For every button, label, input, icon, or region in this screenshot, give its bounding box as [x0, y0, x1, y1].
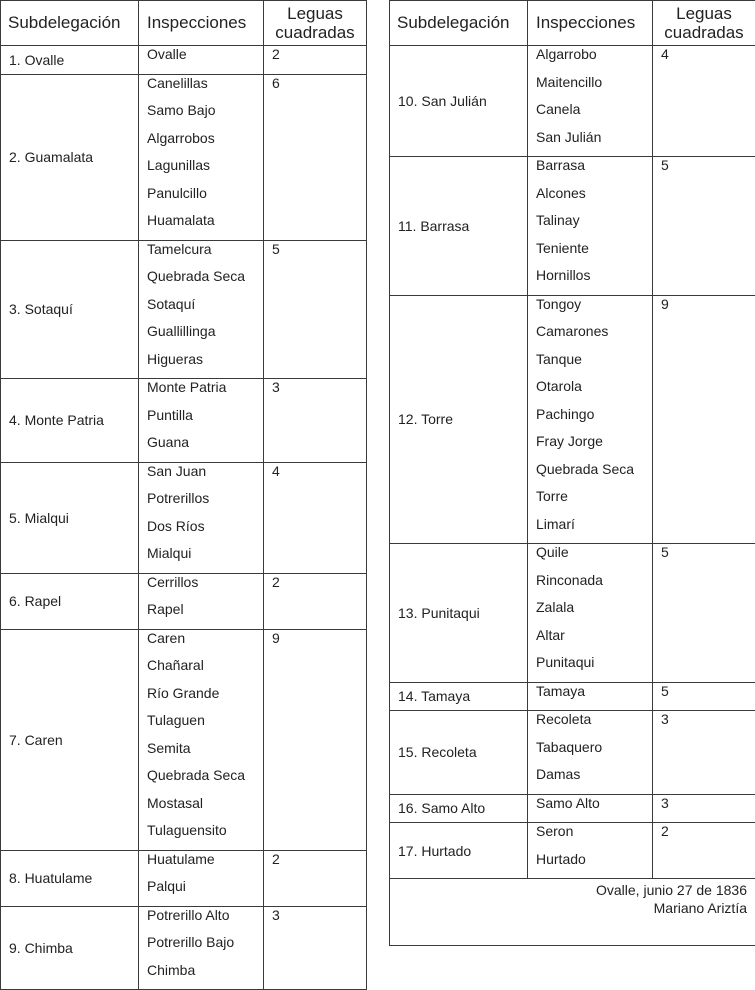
inspeccion-item: Rapel	[147, 601, 263, 629]
inspeccion-item: Tamaya	[536, 683, 652, 711]
subdelegacion-cell: 15. Recoleta	[390, 711, 528, 795]
inspeccion-item: Samo Alto	[536, 795, 652, 823]
inspeccion-item: Recoleta	[536, 711, 652, 739]
inspeccion-item: Lagunillas	[147, 157, 263, 185]
header-row	[1, 1, 367, 46]
inspeccion-item: Guallillinga	[147, 323, 263, 351]
inspeccion-item: Damas	[536, 766, 652, 794]
inspeccion-item: Tanque	[536, 351, 652, 379]
header-subdelegacion: Subdelegación	[1, 1, 139, 46]
leguas-value: 3	[661, 711, 755, 739]
inspeccion-item: Pachingo	[536, 406, 652, 434]
leguas-cell	[264, 74, 367, 240]
leguas-cell	[264, 850, 367, 906]
inspeccion-item: Camarones	[536, 323, 652, 351]
header-leguas-line2: cuadradas	[653, 23, 755, 42]
leguas-value: 5	[661, 544, 755, 572]
inspeccion-item: Altar	[536, 627, 652, 655]
inspeccion-item: Seron	[536, 823, 652, 851]
leguas-value: 5	[272, 241, 366, 269]
leguas-cell	[653, 157, 755, 296]
inspeccion-item: Huamalata	[147, 212, 263, 240]
leguas-value: 3	[661, 795, 755, 823]
inspeccion-item: Puntilla	[147, 407, 263, 435]
table-row	[1, 573, 367, 629]
inspeccion-item: Tulaguen	[147, 712, 263, 740]
inspeccion-item: Hurtado	[536, 851, 652, 879]
table-row	[390, 794, 755, 823]
subdelegacion-cell: 3. Sotaquí	[1, 240, 139, 379]
inspeccion-item: Alcones	[536, 185, 652, 213]
leguas-cell	[264, 462, 367, 573]
leguas-value: 9	[272, 630, 366, 658]
left-table-body	[1, 46, 367, 990]
inspeccion-item: Algarrobo	[536, 46, 652, 74]
inspeccion-item: Tongoy	[536, 296, 652, 324]
leguas-cell	[264, 906, 367, 990]
header-inspecciones: Inspecciones	[528, 1, 653, 46]
inspeccion-item: Canelillas	[147, 75, 263, 103]
inspeccion-item: Fray Jorge	[536, 433, 652, 461]
inspecciones-cell	[139, 379, 264, 463]
inspecciones-cell	[528, 157, 653, 296]
leguas-cell	[264, 629, 367, 850]
leguas-cell	[653, 46, 755, 157]
inspeccion-item: Quile	[536, 544, 652, 572]
leguas-value: 2	[272, 851, 366, 879]
inspeccion-item: Barrasa	[536, 157, 652, 185]
inspecciones-cell	[139, 74, 264, 240]
inspecciones-cell	[139, 46, 264, 75]
subdelegacion-cell: 10. San Julián	[390, 46, 528, 157]
subdelegacion-cell: 13. Punitaqui	[390, 544, 528, 683]
inspecciones-cell	[139, 906, 264, 990]
footer-date: Ovalle, junio 27 de 1836	[390, 881, 747, 899]
header-inspecciones: Inspecciones	[139, 1, 264, 46]
inspeccion-item: Teniente	[536, 240, 652, 268]
header-leguas-line2: cuadradas	[264, 23, 366, 42]
leguas-value: 9	[661, 296, 755, 324]
inspeccion-item: Canela	[536, 101, 652, 129]
leguas-value: 2	[272, 574, 366, 602]
inspeccion-item: Samo Bajo	[147, 102, 263, 130]
subdelegacion-cell: 7. Caren	[1, 629, 139, 850]
inspeccion-item: Huatulame	[147, 851, 263, 879]
inspeccion-item: Quebrada Seca	[536, 461, 652, 489]
right-table-body	[390, 46, 755, 879]
subdelegacion-cell: 8. Huatulame	[1, 850, 139, 906]
leguas-cell	[653, 794, 755, 823]
subdelegacion-cell: 1. Ovalle	[1, 46, 139, 75]
table-row	[1, 379, 367, 463]
leguas-cell	[653, 295, 755, 544]
inspecciones-cell	[139, 629, 264, 850]
subdelegacion-cell: 12. Torre	[390, 295, 528, 544]
inspecciones-cell	[528, 46, 653, 157]
table-row	[1, 240, 367, 379]
inspeccion-item: Talinay	[536, 212, 652, 240]
inspeccion-item: Cerrillos	[147, 574, 263, 602]
leguas-value: 3	[272, 907, 366, 935]
inspeccion-item: Potrerillo Alto	[147, 907, 263, 935]
header-row	[390, 1, 755, 46]
left-table	[0, 0, 367, 990]
inspecciones-cell	[528, 544, 653, 683]
inspeccion-item: Rinconada	[536, 572, 652, 600]
subdelegacion-cell: 17. Hurtado	[390, 823, 528, 879]
inspeccion-item: Quebrada Seca	[147, 268, 263, 296]
inspecciones-cell	[139, 850, 264, 906]
footer-signature-block	[390, 879, 755, 946]
inspeccion-item: Panulcillo	[147, 185, 263, 213]
inspecciones-cell	[528, 682, 653, 711]
table-row	[390, 157, 755, 296]
inspeccion-item: Caren	[147, 630, 263, 658]
table-row	[390, 46, 755, 157]
inspeccion-item: Río Grande	[147, 685, 263, 713]
table-row	[1, 46, 367, 75]
inspeccion-item: Quebrada Seca	[147, 767, 263, 795]
inspeccion-item: Sotaquí	[147, 296, 263, 324]
inspeccion-item: Dos Ríos	[147, 518, 263, 546]
inspeccion-item: San Julián	[536, 129, 652, 157]
inspeccion-item: Chañaral	[147, 657, 263, 685]
leguas-value: 4	[272, 463, 366, 491]
inspeccion-item: Zalala	[536, 599, 652, 627]
inspeccion-item: Chimba	[147, 962, 263, 990]
inspecciones-cell	[528, 794, 653, 823]
header-leguas	[653, 1, 755, 46]
subdelegacion-cell: 9. Chimba	[1, 906, 139, 990]
inspeccion-item: Potrerillo Bajo	[147, 934, 263, 962]
inspecciones-cell	[528, 823, 653, 879]
inspeccion-item: San Juan	[147, 463, 263, 491]
leguas-cell	[264, 46, 367, 75]
inspeccion-item: Punitaqui	[536, 654, 652, 682]
inspecciones-cell	[139, 573, 264, 629]
leguas-value: 2	[272, 46, 366, 74]
inspeccion-item: Hornillos	[536, 267, 652, 295]
subdelegacion-cell: 14. Tamaya	[390, 682, 528, 711]
inspeccion-item: Mostasal	[147, 795, 263, 823]
header-leguas-line1: Leguas	[653, 4, 755, 23]
leguas-value: 4	[661, 46, 755, 74]
inspeccion-item: Semita	[147, 740, 263, 768]
footer-row	[390, 879, 755, 946]
subdelegacion-cell: 4. Monte Patria	[1, 379, 139, 463]
inspeccion-item: Tamelcura	[147, 241, 263, 269]
leguas-value: 5	[661, 157, 755, 185]
subdelegacion-cell: 11. Barrasa	[390, 157, 528, 296]
inspeccion-item: Torre	[536, 488, 652, 516]
header-leguas	[264, 1, 367, 46]
table-row	[1, 850, 367, 906]
header-leguas-line1: Leguas	[264, 4, 366, 23]
subdelegacion-cell: 5. Mialqui	[1, 462, 139, 573]
inspeccion-item: Palqui	[147, 878, 263, 906]
subdelegacion-cell: 16. Samo Alto	[390, 794, 528, 823]
leguas-value: 3	[272, 379, 366, 407]
inspeccion-item: Maitencillo	[536, 74, 652, 102]
inspeccion-item: Guana	[147, 434, 263, 462]
leguas-cell	[264, 240, 367, 379]
inspecciones-cell	[528, 711, 653, 795]
inspeccion-item: Ovalle	[147, 46, 263, 74]
leguas-value: 5	[661, 683, 755, 711]
inspeccion-item: Tabaquero	[536, 739, 652, 767]
leguas-value: 6	[272, 75, 366, 103]
leguas-cell	[653, 823, 755, 879]
leguas-value: 2	[661, 823, 755, 851]
table-row	[1, 462, 367, 573]
inspeccion-item: Monte Patria	[147, 379, 263, 407]
inspeccion-item: Higueras	[147, 351, 263, 379]
table-row	[390, 544, 755, 683]
inspeccion-item: Tulaguensito	[147, 822, 263, 850]
table-row	[1, 629, 367, 850]
inspeccion-item: Otarola	[536, 378, 652, 406]
header-subdelegacion: Subdelegación	[390, 1, 528, 46]
leguas-cell	[653, 682, 755, 711]
leguas-cell	[264, 573, 367, 629]
subdelegacion-cell: 2. Guamalata	[1, 74, 139, 240]
table-row	[1, 906, 367, 990]
leguas-cell	[264, 379, 367, 463]
inspeccion-item: Mialqui	[147, 545, 263, 573]
inspecciones-cell	[528, 295, 653, 544]
leguas-cell	[653, 544, 755, 683]
inspeccion-item: Limarí	[536, 516, 652, 544]
table-row	[1, 74, 367, 240]
subdelegacion-cell: 6. Rapel	[1, 573, 139, 629]
table-row	[390, 295, 755, 544]
right-table	[389, 0, 755, 946]
inspeccion-item: Potrerillos	[147, 490, 263, 518]
table-row	[390, 823, 755, 879]
table-row	[390, 711, 755, 795]
inspecciones-cell	[139, 240, 264, 379]
footer-signature: Mariano Ariztía	[390, 899, 747, 917]
leguas-cell	[653, 711, 755, 795]
table-row	[390, 682, 755, 711]
inspeccion-item: Algarrobos	[147, 130, 263, 158]
inspecciones-cell	[139, 462, 264, 573]
